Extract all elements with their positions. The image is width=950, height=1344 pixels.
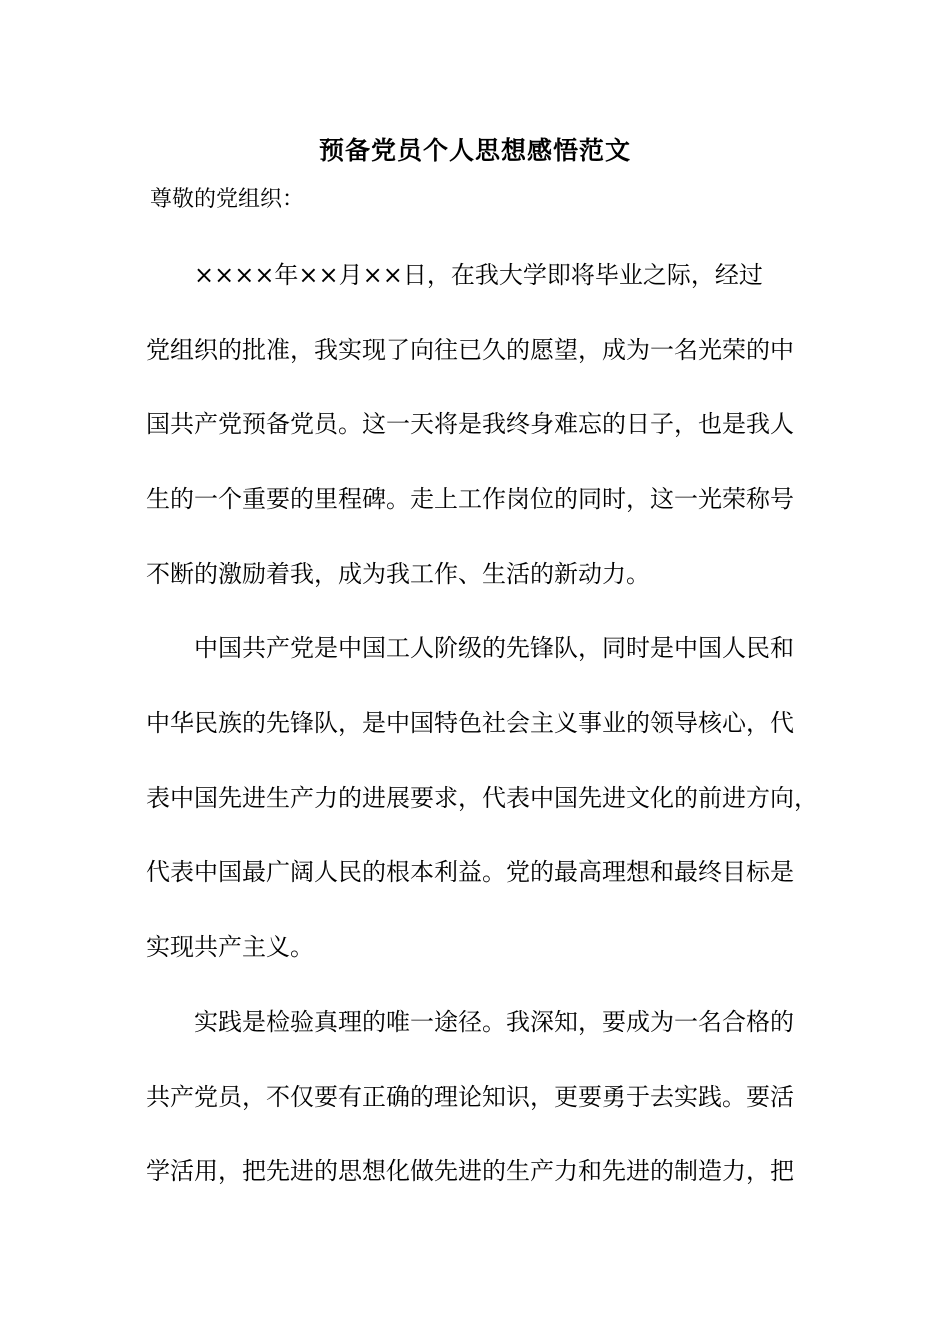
salutation: 尊敬的党组织：: [150, 187, 305, 212]
body-line: 生的一个重要的里程碑。走上工作岗位的同时，这一光荣称号: [146, 485, 794, 513]
body-line: 实践是检验真理的唯一途径。我深知，要成为一名合格的: [146, 1008, 794, 1036]
body-line: 中华民族的先锋队，是中国特色社会主义事业的领导核心，代: [146, 709, 794, 737]
body-line: 表中国先进生产力的进展要求，代表中国先进文化的前进方向，: [146, 784, 818, 812]
body-line: 共产党员，不仅要有正确的理论知识，更要勇于去实践。要活: [146, 1083, 794, 1111]
body-line: ××××年××月××日，在我大学即将毕业之际，经过: [146, 261, 763, 289]
body-line: 党组织的批准，我实现了向往已久的愿望，成为一名光荣的中: [146, 336, 794, 364]
body-line: 国共产党预备党员。这一天将是我终身难忘的日子，也是我人: [146, 410, 794, 438]
document-title: 预备党员个人思想感悟范文: [318, 136, 631, 165]
body-line: 实现共产主义。: [146, 933, 314, 961]
body-line: 代表中国最广阔人民的根本利益。党的最高理想和最终目标是: [146, 858, 794, 886]
body-line: 中国共产党是中国工人阶级的先锋队，同时是中国人民和: [146, 634, 794, 662]
body-line: 不断的激励着我，成为我工作、生活的新动力。: [146, 560, 650, 588]
body-line: 学活用，把先进的思想化做先进的生产力和先进的制造力，把: [146, 1157, 794, 1185]
